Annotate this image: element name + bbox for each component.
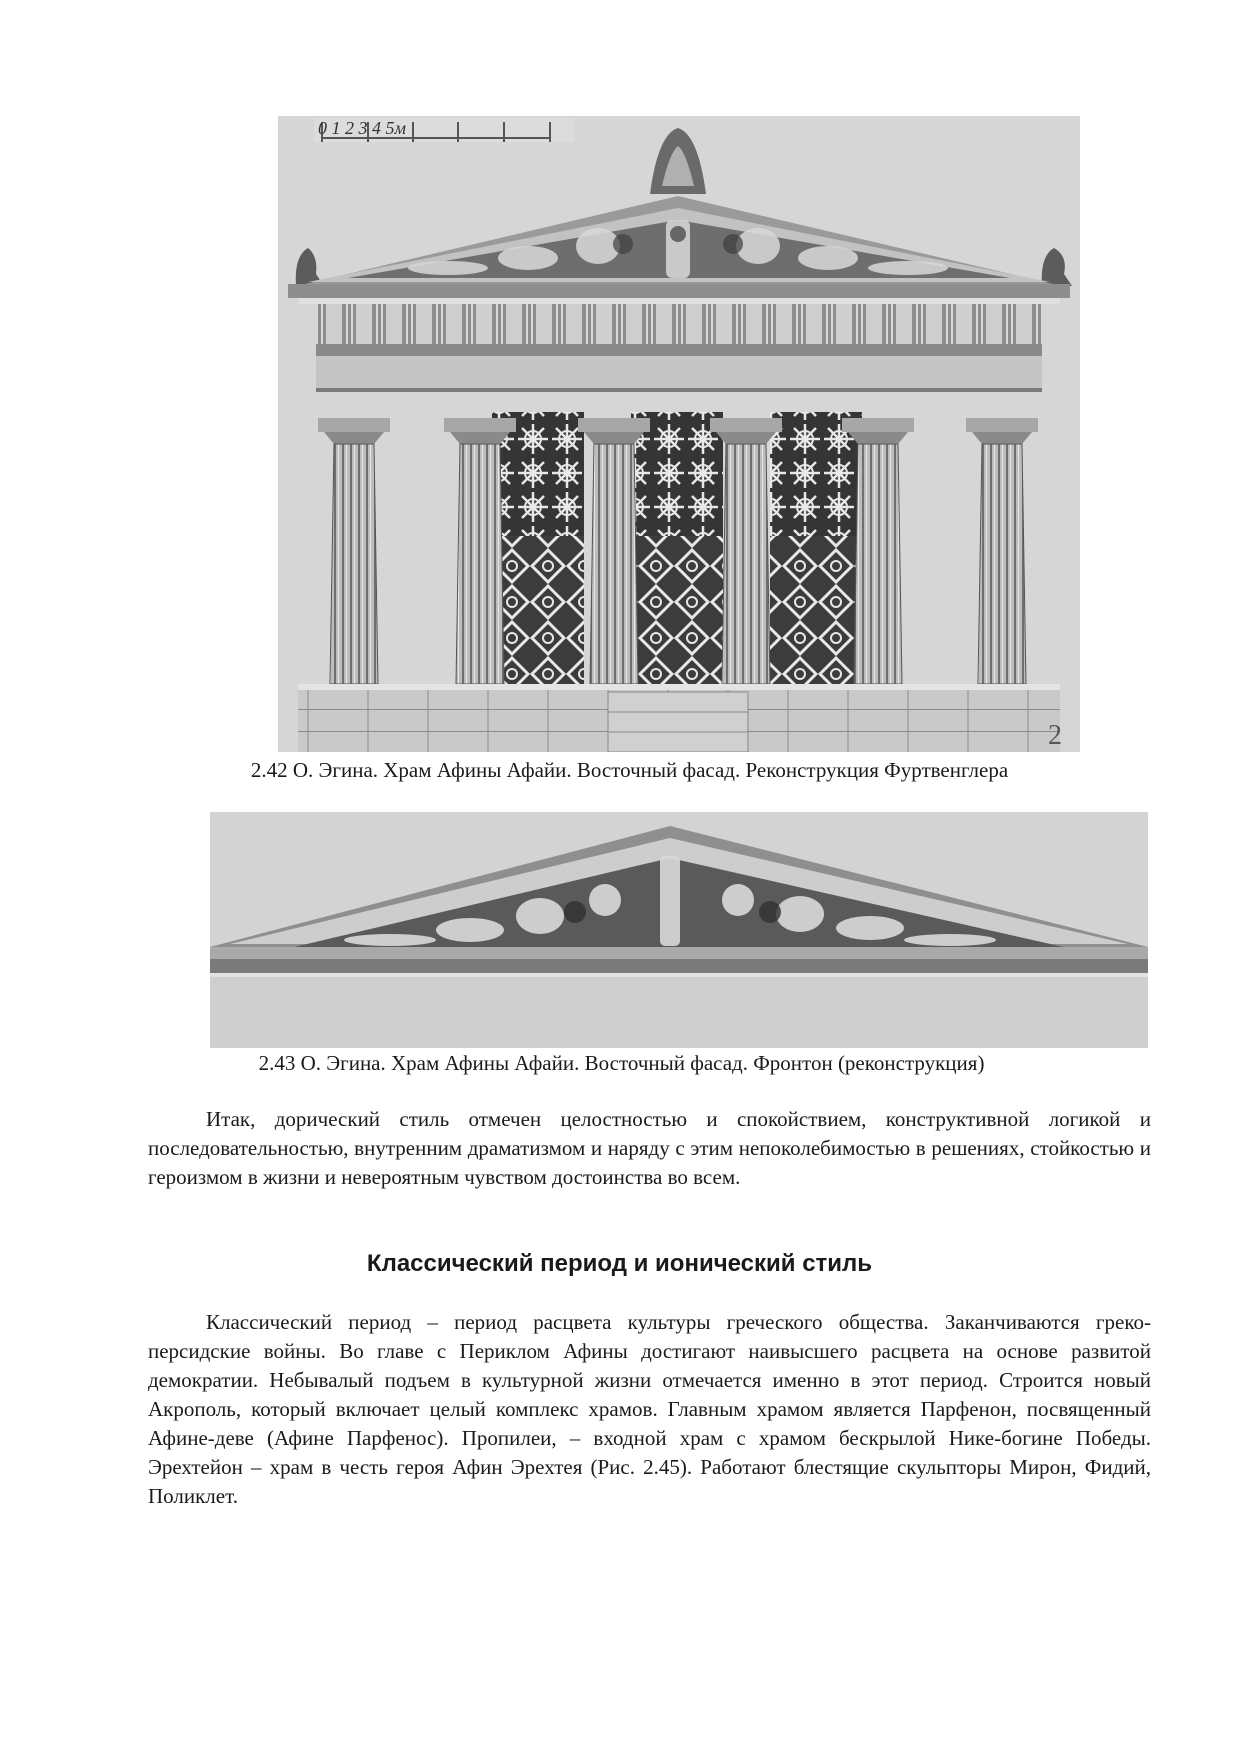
section-heading: Классический период и ионический стиль xyxy=(366,1250,873,1277)
pediment-image xyxy=(210,812,1148,1048)
paragraph-doric-style: Итак, дорический стиль отмечен целостностью и спокойствием, конструктивной логикой и последовательностью, внутренним драматизмом и наряду с этим непоколебимостью в решениях, стойкостью и героизмом в жизни и невероятным чувством достоинства во всем. xyxy=(148,1107,1151,1189)
temple-facade-image xyxy=(278,116,1080,752)
corner-mark: 2 xyxy=(1048,720,1062,751)
figure-caption-2-42: 2.42 О. Эгина. Храм Афины Афайи. Восточный фасад. Реконструкция Фуртвенглера xyxy=(250,758,1009,782)
figure-caption-2-43: 2.43 О. Эгина. Храм Афины Афайи. Восточный фасад. Фронтон (реконструкция) xyxy=(258,1051,985,1075)
paragraph-classical-period: Классический период – период расцвета культуры греческого общества. Заканчиваются греко-персидские войны. Во главе с Периклом Афины достигают наивысшего расцвета на основе развитой демократии. Небывалый подъем в культурной жизни отмечается именно в этот период. Строится новый Акрополь, который включает целый комплекс храмов. Главным храмом является Парфенон, посвященный Афине-деве (Афине Парфенос). Пропилеи, – входной храм с храмом бескрылой Нике-богине Победы. Эрехтейон – храм в честь героя Афин Эрехтея (Рис. 2.45). Работают блестящие скульпторы Мирон, Фидий, Поликлет. xyxy=(148,1310,1151,1508)
scale-label: 0 1 2 3 4 5м xyxy=(318,118,406,138)
